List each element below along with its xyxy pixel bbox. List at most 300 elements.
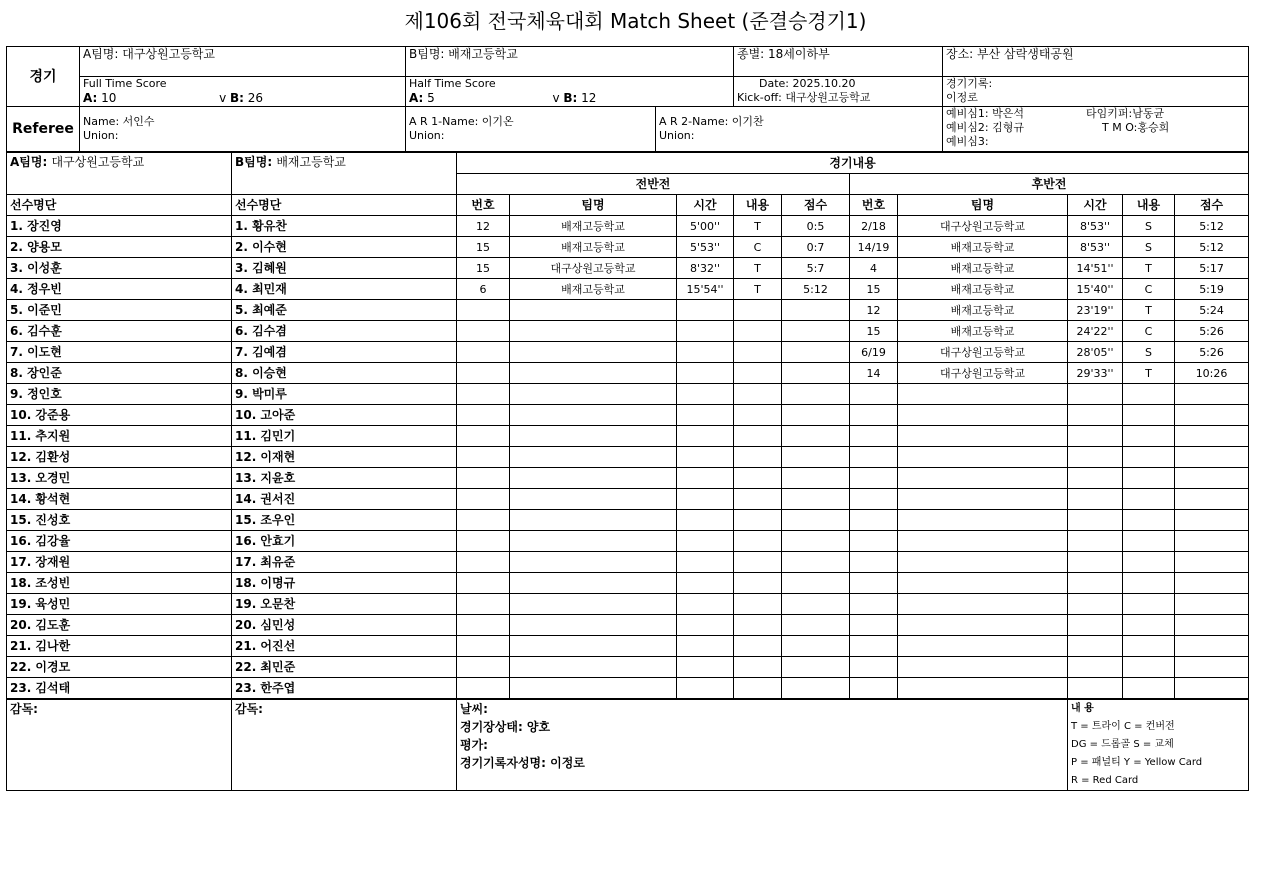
fh-event-no [457, 531, 510, 552]
roster-b-player: 17. 최유준 [232, 552, 457, 573]
fh-event-no [457, 363, 510, 384]
fh-event-type [734, 447, 782, 468]
fh-event-no: 6 [457, 279, 510, 300]
table-row [7, 636, 1249, 657]
table-row [7, 237, 1249, 258]
sh-event-type: C [1123, 321, 1175, 342]
sh-event-score: 5:12 [1175, 216, 1249, 237]
sh-event-score [1175, 552, 1249, 573]
table-row [7, 594, 1249, 615]
sh-event-time [1068, 489, 1123, 510]
table-row [7, 615, 1249, 636]
sh-event-no [850, 573, 898, 594]
table-row [7, 531, 1249, 552]
fh-event-no [457, 426, 510, 447]
fh-event-team [510, 657, 677, 678]
roster-b-player: 9. 박미루 [232, 384, 457, 405]
full-b-label: B: [230, 91, 244, 105]
sh-event-no [850, 447, 898, 468]
fh-event-team [510, 363, 677, 384]
tmo: T M O:홍승희 [1102, 121, 1170, 134]
sh-event-type [1123, 426, 1175, 447]
sh-col-score: 점수 [1175, 195, 1249, 216]
ar1-cell [406, 107, 656, 152]
fh-event-type [734, 426, 782, 447]
sh-event-team: 대구상원고등학교 [898, 216, 1068, 237]
match-date: Date: 2025.10.20 [759, 77, 856, 90]
sh-event-type [1123, 489, 1175, 510]
fh-event-no [457, 447, 510, 468]
roster-a-player: 18. 조성빈 [7, 573, 232, 594]
main-table [6, 151, 1249, 791]
sh-event-time: 23'19'' [1068, 300, 1123, 321]
fh-event-team [510, 636, 677, 657]
fh-event-no: 15 [457, 237, 510, 258]
sh-event-type: S [1123, 342, 1175, 363]
recorder-signature: 경기기록자성명: 이정로 [460, 756, 585, 770]
roster-a-player: 6. 김수훈 [7, 321, 232, 342]
sh-event-team [898, 426, 1068, 447]
fh-event-time [677, 342, 734, 363]
fh-event-team [510, 468, 677, 489]
roster-b-player: 15. 조우인 [232, 510, 457, 531]
fh-event-team [510, 342, 677, 363]
table-row [7, 489, 1249, 510]
legend-line-2: DG = 드롭골 S = 교체 [1071, 739, 1174, 750]
team-a-name: A팀명: 대구상원고등학교 [80, 47, 406, 77]
table-row [7, 405, 1249, 426]
sh-event-team [898, 384, 1068, 405]
fh-event-score [782, 636, 850, 657]
fh-event-team [510, 531, 677, 552]
sh-event-no: 14/19 [850, 237, 898, 258]
sh-event-no: 2/18 [850, 216, 898, 237]
fh-event-type [734, 510, 782, 531]
sh-event-score [1175, 447, 1249, 468]
fh-event-no [457, 615, 510, 636]
fh-event-no [457, 657, 510, 678]
sh-event-type [1123, 510, 1175, 531]
sh-event-no [850, 678, 898, 700]
fh-event-score [782, 363, 850, 384]
sh-event-team [898, 636, 1068, 657]
fh-event-team [510, 594, 677, 615]
roster-a-player: 8. 장인준 [7, 363, 232, 384]
sh-event-score [1175, 510, 1249, 531]
fh-event-no [457, 468, 510, 489]
roster-b-player: 20. 심민성 [232, 615, 457, 636]
sh-event-score [1175, 405, 1249, 426]
roster-a-player: 16. 김강율 [7, 531, 232, 552]
full-v: v [219, 91, 227, 105]
sh-event-type [1123, 468, 1175, 489]
half-a-score: 5 [427, 91, 435, 105]
roster-b-player: 2. 이수현 [232, 237, 457, 258]
sh-event-no: 14 [850, 363, 898, 384]
fh-event-type: T [734, 216, 782, 237]
sh-event-no: 4 [850, 258, 898, 279]
sh-event-type [1123, 447, 1175, 468]
fh-event-score: 0:7 [782, 237, 850, 258]
fh-event-type [734, 468, 782, 489]
sh-event-score [1175, 468, 1249, 489]
fh-event-time [677, 615, 734, 636]
roster-a-player: 7. 이도현 [7, 342, 232, 363]
team-b-heading [232, 152, 457, 195]
roster-b-player: 23. 한주엽 [232, 678, 457, 700]
fh-event-time: 15'54'' [677, 279, 734, 300]
half-v: v [552, 91, 560, 105]
fh-event-time [677, 594, 734, 615]
fh-event-team [510, 489, 677, 510]
sh-event-type: T [1123, 258, 1175, 279]
fh-event-no [457, 321, 510, 342]
sh-event-type [1123, 636, 1175, 657]
roster-a-player: 13. 오경민 [7, 468, 232, 489]
roster-a-player: 14. 황석현 [7, 489, 232, 510]
second-half-title: 후반전 [850, 174, 1249, 195]
roster-a-player: 10. 강준용 [7, 405, 232, 426]
fh-event-score [782, 531, 850, 552]
sh-event-time [1068, 510, 1123, 531]
fh-event-time [677, 531, 734, 552]
fh-event-no [457, 342, 510, 363]
roster-b-player: 21. 어진선 [232, 636, 457, 657]
full-time-label: Full Time Score [83, 77, 167, 90]
table-row [7, 426, 1249, 447]
sh-event-no [850, 657, 898, 678]
table-row [7, 510, 1249, 531]
fh-event-time [677, 657, 734, 678]
fh-event-time [677, 405, 734, 426]
fh-event-type [734, 615, 782, 636]
fh-event-team [510, 447, 677, 468]
sh-col-time: 시간 [1068, 195, 1123, 216]
table-row [7, 552, 1249, 573]
fh-col-type: 내용 [734, 195, 782, 216]
fh-event-type [734, 657, 782, 678]
fh-event-type: T [734, 279, 782, 300]
fh-event-team [510, 300, 677, 321]
fh-event-score [782, 300, 850, 321]
fh-event-type: T [734, 258, 782, 279]
table-row [7, 321, 1249, 342]
reserve-2: 예비심2: 김형규 [946, 121, 1024, 134]
sh-event-type [1123, 552, 1175, 573]
fh-event-time [677, 384, 734, 405]
fh-event-team [510, 384, 677, 405]
roster-b-player: 16. 안효기 [232, 531, 457, 552]
reserve-1: 예비심1: 박은석 [946, 107, 1024, 120]
legend-line-3: P = 패널티 Y = Yellow Card [1071, 757, 1203, 768]
sh-event-no: 6/19 [850, 342, 898, 363]
sh-event-type [1123, 657, 1175, 678]
fh-event-team: 배재고등학교 [510, 237, 677, 258]
fh-event-no [457, 510, 510, 531]
weather: 날씨: [460, 702, 488, 716]
half-a-label: A: [409, 91, 424, 105]
roster-a-player: 15. 진성호 [7, 510, 232, 531]
reserve-3: 예비심3: [946, 135, 989, 148]
fh-event-time [677, 447, 734, 468]
team-a-label: A팀명: [10, 155, 48, 169]
sh-event-type: S [1123, 237, 1175, 258]
timekeeper: 타임키퍼:남동균 [1086, 107, 1165, 120]
roster-b-player: 6. 김수겸 [232, 321, 457, 342]
sh-event-score [1175, 573, 1249, 594]
table-row [7, 258, 1249, 279]
reserve-cell [943, 107, 1249, 152]
fh-event-type [734, 363, 782, 384]
sh-event-type: T [1123, 363, 1175, 384]
sh-event-type [1123, 384, 1175, 405]
roster-b-player: 18. 이명규 [232, 573, 457, 594]
sh-event-score [1175, 678, 1249, 700]
fh-event-team: 배재고등학교 [510, 216, 677, 237]
category: 종별: 18세이하부 [734, 47, 943, 77]
sh-event-no [850, 510, 898, 531]
game-label: 경기 [7, 47, 80, 107]
fh-event-no [457, 405, 510, 426]
fh-event-team [510, 678, 677, 700]
table-row [7, 279, 1249, 300]
fh-event-type [734, 636, 782, 657]
roster-b-player: 11. 김민기 [232, 426, 457, 447]
sh-event-no [850, 531, 898, 552]
sh-event-type: T [1123, 300, 1175, 321]
fh-event-score [782, 594, 850, 615]
match-sheet [6, 46, 1248, 791]
fh-event-time [677, 552, 734, 573]
sh-event-score [1175, 657, 1249, 678]
fh-event-type [734, 384, 782, 405]
sh-event-type: S [1123, 216, 1175, 237]
sh-col-type: 내용 [1123, 195, 1175, 216]
fh-event-team [510, 405, 677, 426]
sh-event-team [898, 657, 1068, 678]
full-a-label: A: [83, 91, 98, 105]
sh-event-score: 5:19 [1175, 279, 1249, 300]
fh-event-no [457, 594, 510, 615]
fh-event-score [782, 510, 850, 531]
fh-event-score [782, 405, 850, 426]
table-row [7, 468, 1249, 489]
sh-event-time: 8'53'' [1068, 237, 1123, 258]
sh-event-no [850, 594, 898, 615]
sh-event-team: 배재고등학교 [898, 321, 1068, 342]
sh-event-no: 15 [850, 321, 898, 342]
venue: 장소: 부산 삼락생태공원 [943, 47, 1249, 77]
sh-event-type [1123, 405, 1175, 426]
fh-event-team [510, 426, 677, 447]
roster-b-player: 12. 이재현 [232, 447, 457, 468]
ar2-union: Union: [659, 129, 695, 142]
coach-a: 감독: [7, 699, 232, 791]
fh-event-no: 15 [457, 258, 510, 279]
team-b-name: B팀명: 배재고등학교 [406, 47, 734, 77]
fh-event-type [734, 300, 782, 321]
fh-event-no [457, 489, 510, 510]
ar1-name: A R 1-Name: 이기온 [409, 115, 514, 128]
referee-label: Referee [7, 107, 80, 152]
fh-event-time [677, 300, 734, 321]
legend-line-4: R = Red Card [1071, 775, 1139, 786]
roster-b-player: 4. 최민재 [232, 279, 457, 300]
fh-event-score [782, 489, 850, 510]
sh-event-time: 14'51'' [1068, 258, 1123, 279]
table-row [7, 447, 1249, 468]
fh-event-time: 8'32'' [677, 258, 734, 279]
fh-event-team: 대구상원고등학교 [510, 258, 677, 279]
sh-event-type [1123, 678, 1175, 700]
table-row [7, 678, 1249, 700]
fh-event-time [677, 636, 734, 657]
ar2-name: A R 2-Name: 이기찬 [659, 115, 764, 128]
sh-event-time [1068, 531, 1123, 552]
sh-col-no: 번호 [850, 195, 898, 216]
fh-event-type [734, 594, 782, 615]
roster-a-player: 11. 추지원 [7, 426, 232, 447]
sh-event-score [1175, 636, 1249, 657]
table-row [7, 657, 1249, 678]
roster-a-player: 20. 김도훈 [7, 615, 232, 636]
roster-a-player: 9. 정인호 [7, 384, 232, 405]
sh-event-team [898, 552, 1068, 573]
roster-a-player: 3. 이성훈 [7, 258, 232, 279]
roster-b-player: 5. 최예준 [232, 300, 457, 321]
sh-event-time [1068, 678, 1123, 700]
sh-event-score [1175, 384, 1249, 405]
sh-event-type [1123, 531, 1175, 552]
date-kickoff-cell [734, 77, 943, 107]
sh-event-time: 28'05'' [1068, 342, 1123, 363]
half-time-cell [406, 77, 734, 107]
sh-event-score [1175, 426, 1249, 447]
sh-event-team: 배재고등학교 [898, 279, 1068, 300]
roster-a-player: 1. 장진영 [7, 216, 232, 237]
recorder-label: 경기기록: [946, 77, 993, 90]
sh-event-time: 24'22'' [1068, 321, 1123, 342]
fh-event-score [782, 573, 850, 594]
sh-event-team [898, 594, 1068, 615]
half-b-score: 12 [581, 91, 597, 105]
roster-a-player: 19. 육성민 [7, 594, 232, 615]
roster-b-header: 선수명단 [232, 195, 457, 216]
sh-event-team [898, 531, 1068, 552]
roster-a-player: 4. 정우빈 [7, 279, 232, 300]
roster-a-player: 5. 이준민 [7, 300, 232, 321]
half-b-label: B: [563, 91, 578, 105]
sh-event-no [850, 384, 898, 405]
roster-a-header: 선수명단 [7, 195, 232, 216]
team-a-heading [7, 152, 232, 195]
fh-event-score [782, 615, 850, 636]
roster-b-player: 1. 황유찬 [232, 216, 457, 237]
table-row [7, 216, 1249, 237]
roster-a-player: 17. 장재원 [7, 552, 232, 573]
full-b-score: 26 [247, 91, 264, 105]
sh-event-time [1068, 426, 1123, 447]
ar2-cell [656, 107, 943, 152]
fh-col-no: 번호 [457, 195, 510, 216]
fh-event-score [782, 321, 850, 342]
sh-event-no [850, 636, 898, 657]
roster-b-player: 14. 권서진 [232, 489, 457, 510]
sh-event-type [1123, 594, 1175, 615]
fh-event-no [457, 552, 510, 573]
sh-event-time [1068, 447, 1123, 468]
coach-b: 감독: [232, 699, 457, 791]
table-row [7, 300, 1249, 321]
evaluation: 평가: [460, 738, 488, 752]
fh-event-type: C [734, 237, 782, 258]
fh-event-time: 5'00'' [677, 216, 734, 237]
fh-event-type [734, 678, 782, 700]
referee-table [6, 106, 1249, 152]
fh-event-time [677, 468, 734, 489]
sh-event-score: 5:26 [1175, 342, 1249, 363]
sh-event-team [898, 468, 1068, 489]
sh-event-no [850, 552, 898, 573]
sh-event-score: 5:17 [1175, 258, 1249, 279]
sh-event-team: 배재고등학교 [898, 300, 1068, 321]
sh-event-time [1068, 405, 1123, 426]
full-time-cell [80, 77, 406, 107]
table-row [7, 384, 1249, 405]
sh-event-time [1068, 384, 1123, 405]
fh-event-no [457, 678, 510, 700]
sh-event-time: 29'33'' [1068, 363, 1123, 384]
sh-event-team [898, 489, 1068, 510]
match-notes [457, 699, 1068, 791]
roster-b-player: 7. 김예겸 [232, 342, 457, 363]
roster-b-player: 22. 최민준 [232, 657, 457, 678]
ar1-union: Union: [409, 129, 445, 142]
sh-event-time [1068, 594, 1123, 615]
sh-event-type [1123, 573, 1175, 594]
sh-event-no [850, 405, 898, 426]
sh-event-team [898, 447, 1068, 468]
fh-event-score [782, 447, 850, 468]
fh-event-time [677, 510, 734, 531]
sh-event-no [850, 426, 898, 447]
fh-event-score [782, 552, 850, 573]
roster-a-player: 23. 김석태 [7, 678, 232, 700]
roster-b-player: 10. 고아준 [232, 405, 457, 426]
sh-event-team [898, 510, 1068, 531]
sh-event-team: 배재고등학교 [898, 237, 1068, 258]
fh-event-score [782, 468, 850, 489]
roster-a-player: 12. 김환성 [7, 447, 232, 468]
sh-event-no: 15 [850, 279, 898, 300]
fh-event-score: 5:12 [782, 279, 850, 300]
fh-event-type [734, 531, 782, 552]
roster-b-player: 19. 오문찬 [232, 594, 457, 615]
referee-name: Name: 서인수 [83, 115, 155, 128]
roster-a-player: 2. 양용모 [7, 237, 232, 258]
legend-title: 내 용 [1071, 703, 1094, 714]
half-time-label: Half Time Score [409, 77, 496, 90]
fh-col-team: 팀명 [510, 195, 677, 216]
fh-event-no [457, 384, 510, 405]
first-half-title: 전반전 [457, 174, 850, 195]
sh-event-score [1175, 615, 1249, 636]
sh-event-score [1175, 594, 1249, 615]
roster-a-player: 22. 이경모 [7, 657, 232, 678]
fh-event-type [734, 342, 782, 363]
fh-event-no [457, 636, 510, 657]
fh-event-score [782, 678, 850, 700]
